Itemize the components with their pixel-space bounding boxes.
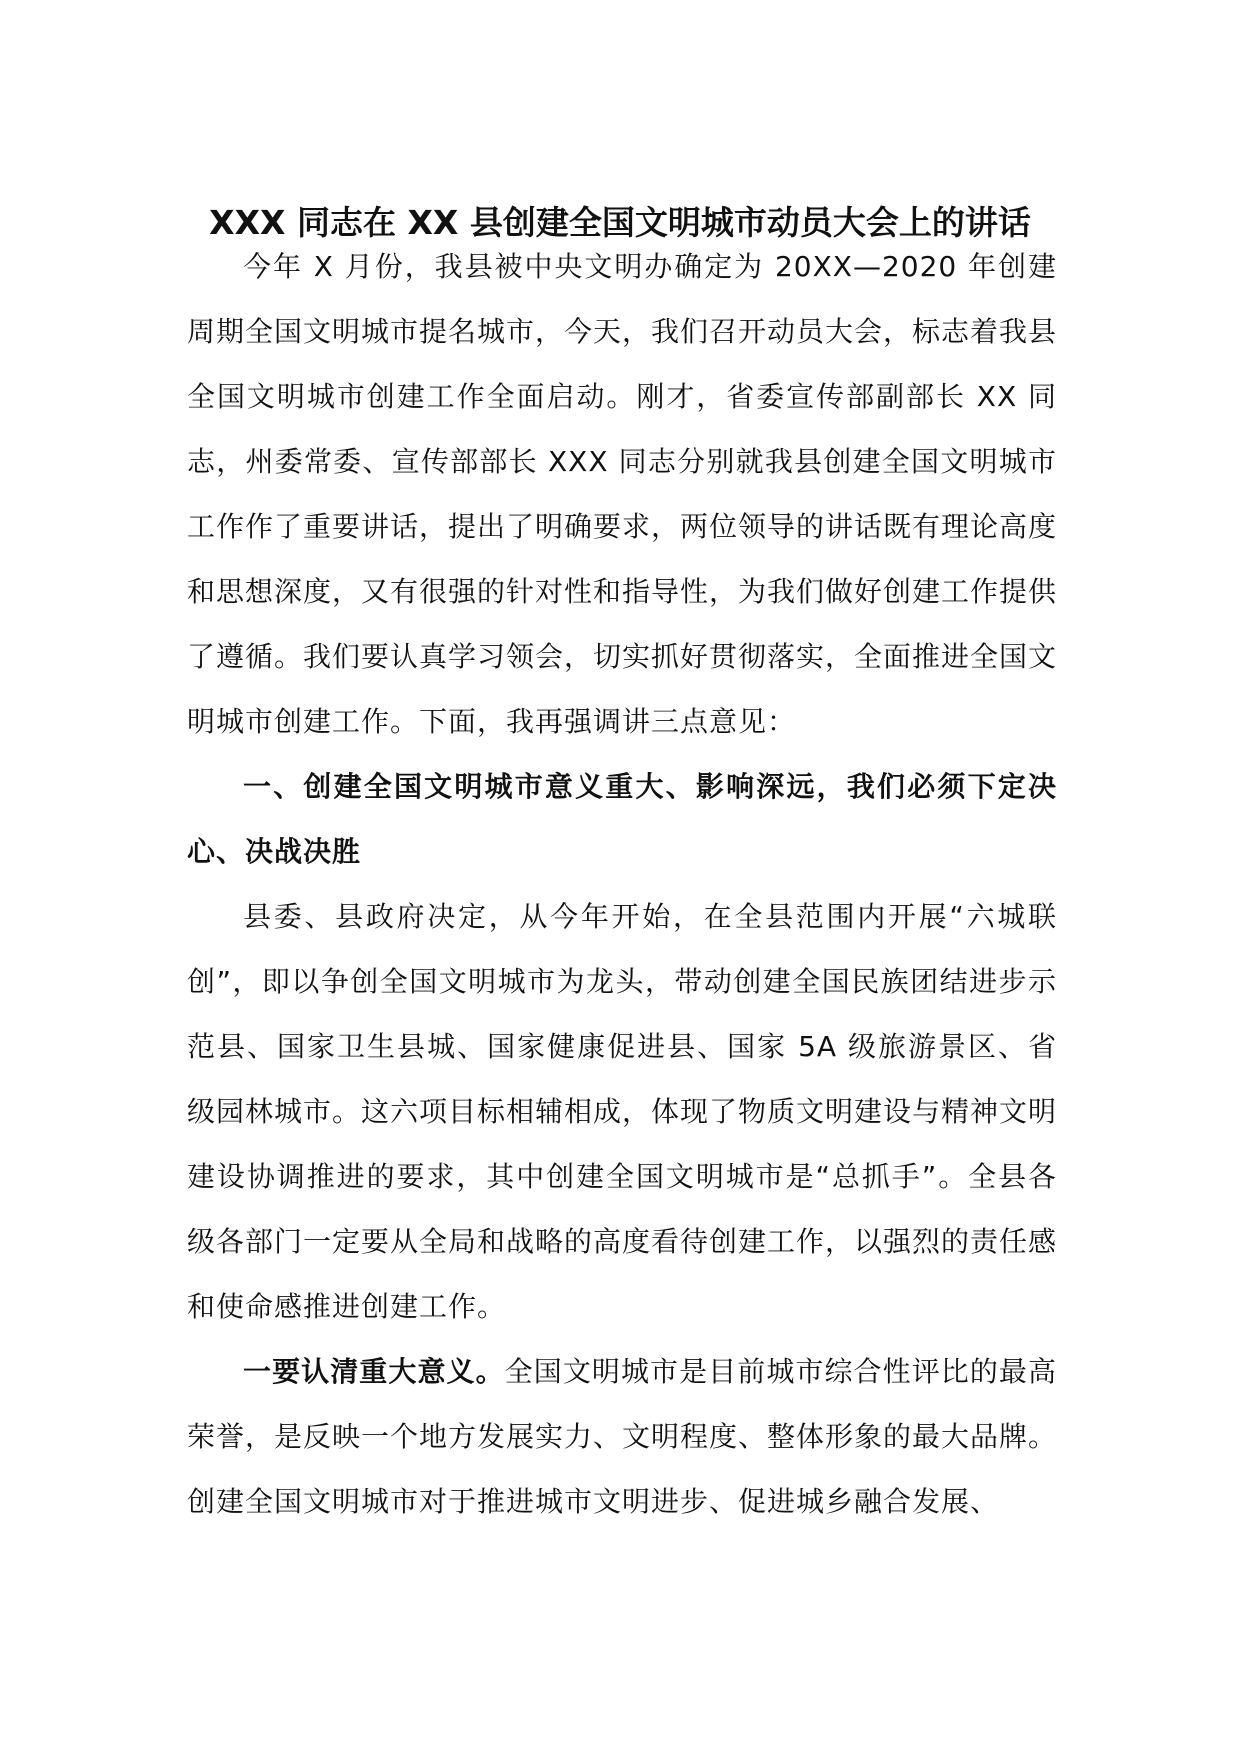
document-body xyxy=(187,234,1057,1534)
paragraph-text: 全国文明城市是目前城市综合性评比的最高荣誉，是反映一个地方发展实力、文明程度、整体形象的最大品牌。创建全国文明城市对于推进城市文明进步、促进城乡融合发展、 xyxy=(187,1355,1058,1518)
intro-paragraph: 今年 X 月份，我县被中央文明办确定为 20XX—2020 年创建周期全国文明城市提名城市，今天，我们召开动员大会，标志着我县全国文明城市创建工作全面启动。刚才，省委宣传部副部长 XX 同志，州委常委、宣传部部长 XXX 同志分别就我县创建全国文明城市工作作了重要讲话，提出了明确要求，两位领导的讲话既有理论高度和思想深度，又有很强的针对性和指导性，为我们做好创建工作提供了遵循。我们要认真学习领会，切实抓好贯彻落实，全面推进全国文明城市创建工作。下面，我再强调讲三点意见： xyxy=(187,250,1058,738)
paragraph-lead-text: 一要认清重大意义。 xyxy=(243,1355,505,1388)
body-paragraph-with-lead xyxy=(187,1339,1057,1534)
document-title: XXX 同志在 XX 县创建全国文明城市动员大会上的讲话 xyxy=(209,203,1031,242)
body-paragraph: 县委、县政府决定，从今年开始，在全县范围内开展“六城联创”，即以争创全国文明城市为龙头，带动创建全国民族团结进步示范县、国家卫生县城、国家健康促进县、国家 5A 级旅游景区、省级园林城市。这六项目标相辅相成，体现了物质文明建设与精神文明建设协调推进的要求，其中创建全国文明城市是“总抓手”。全县各级各部门一定要从全局和战略的高度看待创建工作，以强烈的责任感和使命感推进创建工作。 xyxy=(187,900,1058,1323)
section-heading-1: 一、创建全国文明城市意义重大、影响深远，我们必须下定决心、决战决胜 xyxy=(187,770,1057,868)
